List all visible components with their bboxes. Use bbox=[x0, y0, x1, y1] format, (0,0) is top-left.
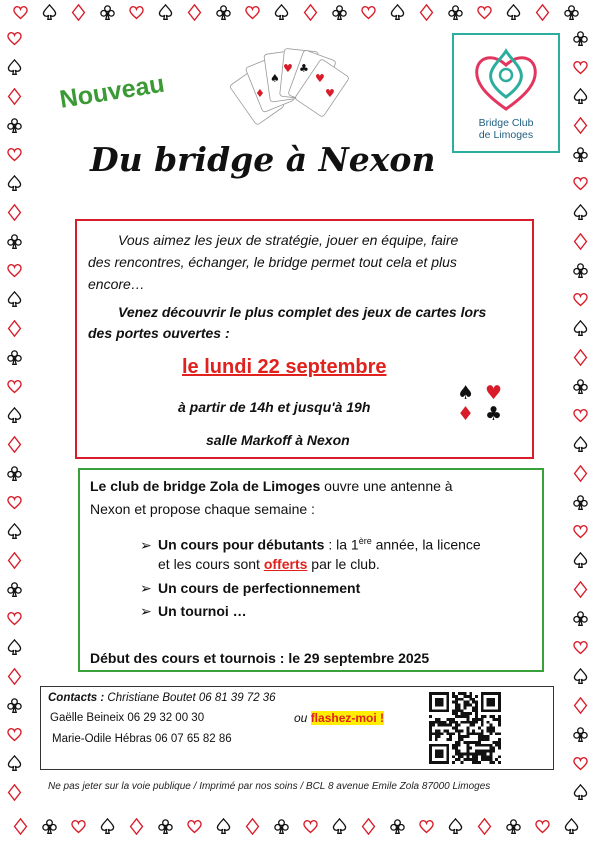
club-suit-icon bbox=[574, 728, 587, 741]
intro-line2: des rencontres, échanger, le bridge permet tout cela et plus bbox=[88, 254, 457, 270]
club-line1-rest: ouvre une antenne à bbox=[320, 478, 453, 494]
club-line1 bbox=[90, 476, 453, 496]
bullet-tournament bbox=[140, 601, 247, 621]
heart-suit-icon bbox=[574, 758, 587, 770]
heart-suit-icon bbox=[8, 497, 21, 509]
bullet-beginners-line2 bbox=[158, 554, 380, 574]
spade-suit-icon bbox=[8, 640, 20, 654]
spade-suit-icon bbox=[574, 437, 586, 451]
heart-suit-icon bbox=[8, 381, 21, 393]
bullet-advanced bbox=[140, 578, 360, 598]
club-suit-icon bbox=[574, 380, 587, 393]
heart-suit-icon bbox=[188, 821, 201, 833]
diamond-suit-icon bbox=[421, 5, 433, 20]
svg-text:♥: ♥ bbox=[485, 382, 503, 404]
qr-code[interactable] bbox=[429, 692, 501, 764]
spade-suit-icon bbox=[275, 5, 287, 19]
contact-2: Gaëlle Beineix 06 29 32 00 30 bbox=[50, 712, 205, 724]
club-suit-icon bbox=[574, 264, 587, 277]
heart-suit-icon bbox=[574, 642, 587, 654]
club-suit-icon bbox=[8, 235, 21, 248]
bullet1-title: Un cours pour débutants bbox=[158, 536, 325, 553]
diamond-suit-icon bbox=[479, 819, 491, 834]
spade-suit-icon bbox=[8, 176, 20, 190]
club-suit-icon bbox=[574, 612, 587, 625]
diamond-suit-icon bbox=[575, 582, 587, 597]
heart-suit-icon bbox=[574, 526, 587, 538]
svg-text:♠: ♠ bbox=[457, 382, 475, 404]
spade-suit-icon bbox=[43, 5, 55, 19]
footer-note: Ne pas jeter sur la voie publique / Imprimé par nos soins / BCL 8 avenue Emile Zola 87000 Limoges bbox=[48, 781, 491, 792]
diamond-suit-icon bbox=[131, 819, 143, 834]
heart-suit-icon bbox=[304, 821, 317, 833]
diamond-suit-icon bbox=[575, 234, 587, 249]
svg-text:♦: ♦ bbox=[457, 403, 475, 422]
intro-line5: des portes ouvertes : bbox=[88, 325, 230, 341]
heart-suit-icon bbox=[246, 7, 259, 19]
spade-suit-icon bbox=[574, 669, 586, 683]
heart-suit-icon bbox=[8, 149, 21, 161]
heart-suit-icon bbox=[8, 33, 21, 45]
spade-suit-icon bbox=[8, 756, 20, 770]
playing-cards-illustration bbox=[225, 42, 365, 137]
club-suit-icon bbox=[8, 467, 21, 480]
heart-suit-icon bbox=[8, 613, 21, 625]
diamond-suit-icon bbox=[305, 5, 317, 20]
flash-line bbox=[294, 711, 384, 725]
heart-logo-icon bbox=[471, 47, 541, 113]
club-suit-icon bbox=[8, 119, 21, 132]
svg-text:♠: ♠ bbox=[270, 72, 280, 85]
heart-suit-icon bbox=[8, 729, 21, 741]
bullet1-line2-b: par le club. bbox=[307, 556, 380, 572]
diamond-suit-icon bbox=[189, 5, 201, 20]
event-time: à partir de 14h et jusqu'à 19h bbox=[178, 399, 371, 415]
spade-suit-icon bbox=[574, 89, 586, 103]
svg-text:♥: ♥ bbox=[315, 72, 325, 85]
diamond-suit-icon bbox=[575, 698, 587, 713]
start-date: Début des cours et tournois : le 29 septembre 2025 bbox=[90, 650, 430, 666]
heart-suit-icon bbox=[8, 265, 21, 277]
club-suit-icon bbox=[391, 820, 404, 833]
spade-suit-icon bbox=[574, 553, 586, 567]
diamond-suit-icon bbox=[575, 466, 587, 481]
logo-line2: de Limoges bbox=[478, 129, 534, 141]
diamond-suit-icon bbox=[575, 118, 587, 133]
diamond-suit-icon bbox=[15, 819, 27, 834]
club-suit-icon bbox=[507, 820, 520, 833]
svg-text:♦: ♦ bbox=[255, 87, 265, 100]
heart-suit-icon bbox=[574, 178, 587, 190]
svg-text:♣: ♣ bbox=[299, 62, 309, 75]
spade-suit-icon bbox=[507, 5, 519, 19]
heart-suit-icon bbox=[72, 821, 85, 833]
club-name: Le club de bridge Zola de Limoges bbox=[90, 478, 321, 494]
arrow-bullet-icon: ➢ bbox=[140, 603, 152, 619]
event-place: salle Markoff à Nexon bbox=[206, 432, 350, 448]
club-suit-icon bbox=[8, 583, 21, 596]
contact-3: Marie-Odile Hébras 06 07 65 82 86 bbox=[52, 733, 232, 745]
offerts-highlight: offerts bbox=[263, 556, 308, 572]
arrow-bullet-icon: ➢ bbox=[140, 580, 152, 596]
heart-suit-icon bbox=[574, 62, 587, 74]
heart-suit-icon bbox=[574, 294, 587, 306]
diamond-suit-icon bbox=[9, 321, 21, 336]
bullet1-text-a: : la 1 bbox=[324, 536, 359, 553]
club-suit-icon bbox=[333, 6, 346, 19]
spade-suit-icon bbox=[159, 5, 171, 19]
svg-text:♥: ♥ bbox=[325, 87, 335, 100]
svg-text:♥: ♥ bbox=[283, 62, 293, 75]
bridge-club-logo bbox=[452, 33, 560, 153]
heart-suit-icon bbox=[536, 821, 549, 833]
club-suit-icon bbox=[159, 820, 172, 833]
spade-suit-icon bbox=[574, 205, 586, 219]
club-suit-icon bbox=[8, 699, 21, 712]
logo-line1: Bridge Club bbox=[478, 117, 534, 129]
heart-suit-icon bbox=[478, 7, 491, 19]
club-suit-icon bbox=[574, 32, 587, 45]
spade-suit-icon bbox=[8, 524, 20, 538]
club-suit-icon bbox=[43, 820, 56, 833]
diamond-suit-icon bbox=[247, 819, 259, 834]
spade-suit-icon bbox=[565, 819, 577, 833]
diamond-suit-icon bbox=[73, 5, 85, 20]
card-suits-icon bbox=[455, 382, 507, 422]
spade-suit-icon bbox=[449, 819, 461, 833]
heart-suit-icon bbox=[14, 7, 27, 19]
contact-1: Christiane Boutet 06 81 39 72 36 bbox=[107, 692, 276, 704]
spade-suit-icon bbox=[217, 819, 229, 833]
diamond-suit-icon bbox=[363, 819, 375, 834]
spade-suit-icon bbox=[8, 60, 20, 74]
intro-line4: Venez découvrir le plus complet des jeux de cartes lors bbox=[118, 304, 487, 320]
club-suit-icon bbox=[574, 148, 587, 161]
bullet3-title: Un tournoi … bbox=[158, 603, 247, 619]
intro-line3: encore… bbox=[88, 276, 145, 292]
diamond-suit-icon bbox=[9, 669, 21, 684]
club-suit-icon bbox=[574, 496, 587, 509]
club-suit-icon bbox=[8, 351, 21, 364]
diamond-suit-icon bbox=[9, 205, 21, 220]
bullet1-line2-a: et les cours sont bbox=[158, 556, 264, 572]
diamond-suit-icon bbox=[9, 785, 21, 800]
page-title: Du bridge à Nexon bbox=[90, 140, 436, 179]
flash-me-highlight: flashez-moi ! bbox=[310, 711, 385, 725]
contact-line1 bbox=[48, 692, 276, 704]
bullet2-title: Un cours de perfectionnement bbox=[158, 580, 361, 596]
nouveau-badge: Nouveau bbox=[57, 69, 167, 114]
diamond-suit-icon bbox=[537, 5, 549, 20]
club-suit-icon bbox=[275, 820, 288, 833]
club-suit-icon bbox=[449, 6, 462, 19]
svg-text:♣: ♣ bbox=[485, 403, 503, 422]
diamond-suit-icon bbox=[9, 553, 21, 568]
intro-line1: Vous aimez les jeux de stratégie, jouer en équipe, faire bbox=[118, 232, 459, 248]
spade-suit-icon bbox=[8, 408, 20, 422]
club-suit-icon bbox=[565, 6, 578, 19]
spade-suit-icon bbox=[391, 5, 403, 19]
or-text: ou bbox=[294, 711, 311, 725]
contacts-label: Contacts : bbox=[48, 692, 108, 704]
heart-suit-icon bbox=[362, 7, 375, 19]
heart-suit-icon bbox=[130, 7, 143, 19]
spade-suit-icon bbox=[574, 321, 586, 335]
club-suit-icon bbox=[101, 6, 114, 19]
spade-suit-icon bbox=[574, 785, 586, 799]
bullet1-sup: ère bbox=[358, 536, 372, 546]
event-date: le lundi 22 septembre bbox=[182, 356, 387, 378]
heart-suit-icon bbox=[574, 410, 587, 422]
club-suit-icon bbox=[217, 6, 230, 19]
diamond-suit-icon bbox=[9, 437, 21, 452]
spade-suit-icon bbox=[333, 819, 345, 833]
diamond-suit-icon bbox=[575, 350, 587, 365]
club-line2: Nexon et propose chaque semaine : bbox=[90, 501, 315, 517]
arrow-bullet-icon: ➢ bbox=[140, 536, 152, 553]
bullet-beginners bbox=[140, 531, 481, 555]
spade-suit-icon bbox=[8, 292, 20, 306]
bullet1-text-b: année, la licence bbox=[371, 536, 481, 553]
diamond-suit-icon bbox=[9, 89, 21, 104]
heart-suit-icon bbox=[420, 821, 433, 833]
spade-suit-icon bbox=[101, 819, 113, 833]
